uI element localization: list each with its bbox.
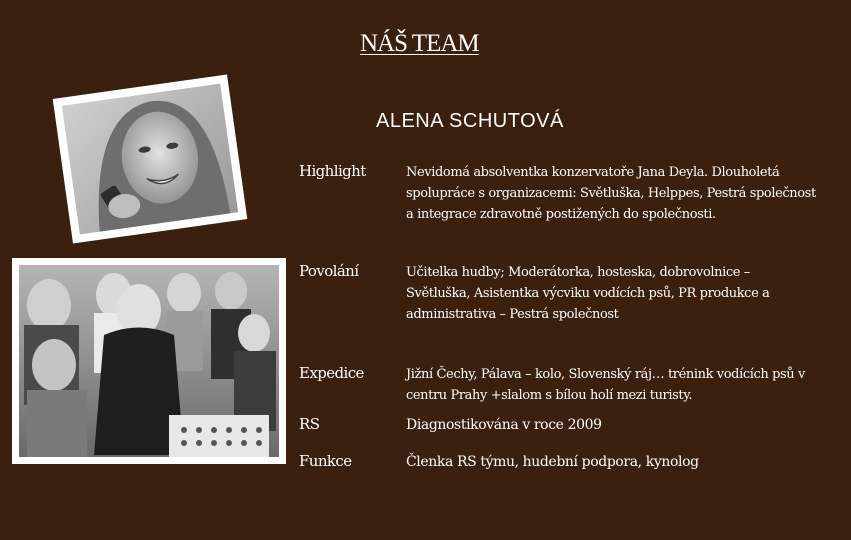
row-value: Členka RS týmu, hudební podpora, kynolog: [406, 454, 699, 470]
row-value: Jižní Čechy, Pálava – kolo, Slovenský ráj… trénink vodících psů v centru Prahy +slalom s bílou holí mezi turisty.: [406, 367, 805, 403]
person-name: ALENA SCHUTOVÁ: [376, 110, 564, 132]
slide-title: NÁŠ TEAM: [360, 30, 479, 57]
row-value: Nevidomá absolventka konzervatoře Jana Deyla. Dlouholetá spolupráce s organizacemi: Světluška, Helppes, Pestrá společnost a integrace zdravotně postižených do společnosti.: [406, 165, 816, 222]
portrait-photo: [53, 74, 248, 243]
row-label: Povolání: [299, 262, 359, 280]
portrait-image: [62, 83, 239, 234]
row-label: Highlight: [299, 162, 366, 180]
row-label: RS: [299, 415, 320, 433]
row-value: Diagnostikována v roce 2009: [406, 417, 602, 433]
group-image: [19, 265, 279, 457]
row-value: Učitelka hudby; Moderátorka, hosteska, dobrovolnice – Světluška, Asistentka výcviku vodících psů, PR produkce a administrativa – Pestrá společnost: [406, 265, 770, 322]
row-label: Expedice: [299, 364, 364, 382]
row-label: Funkce: [299, 452, 352, 470]
group-photo: [12, 258, 286, 464]
